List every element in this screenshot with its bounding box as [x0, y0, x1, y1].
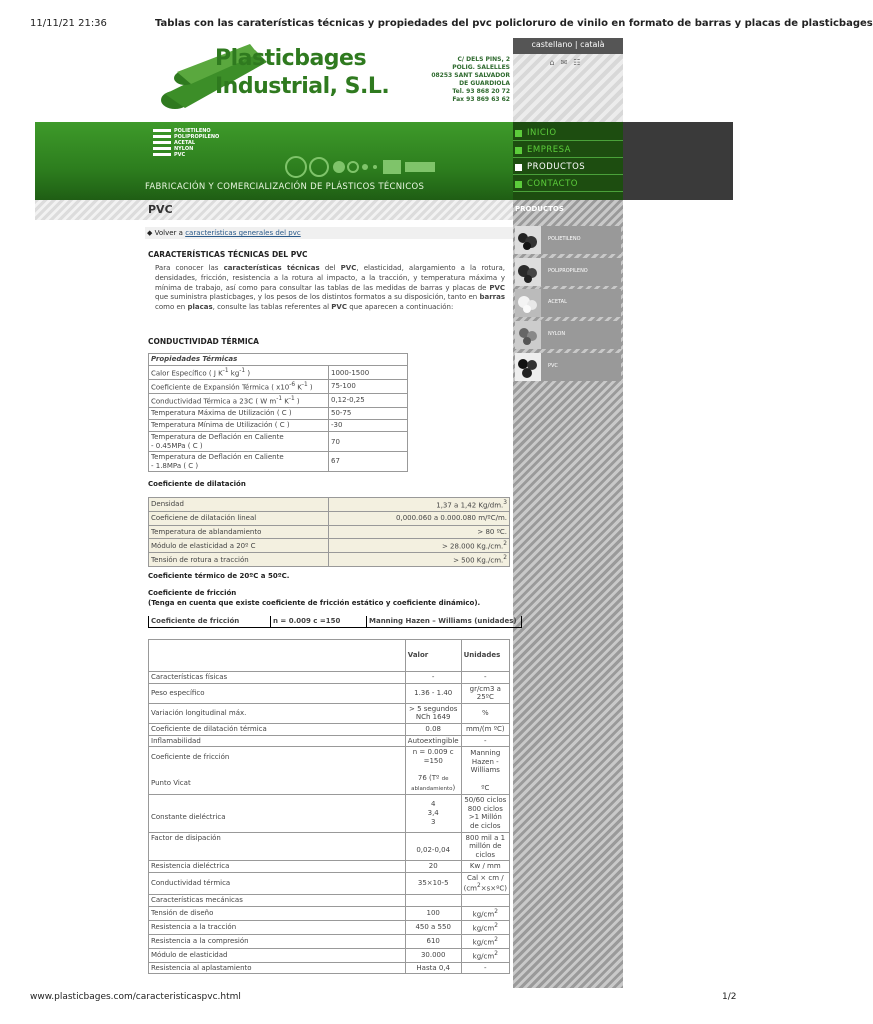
table-cell: Temperatura de Deflación en Caliente - 1.8MPa ( C ): [149, 452, 329, 472]
bullet-icon: ◆: [147, 229, 153, 237]
logo-text-line2: Industrial, S.L.: [215, 74, 390, 99]
table-cell: Coeficiente de fricción: [149, 616, 271, 627]
intro-run: PVC: [331, 303, 347, 312]
main-nav: [513, 122, 623, 200]
table-cell: 0.08: [405, 723, 461, 735]
table-row: [149, 452, 408, 472]
materials-list: [153, 128, 219, 158]
nav-right-filler: [623, 122, 733, 200]
table-header-cell: [149, 640, 406, 672]
table-row: [149, 723, 510, 735]
back-prefix: Volver a: [154, 229, 183, 237]
logo-area: [35, 38, 513, 122]
circles-decoration-icon: [285, 156, 445, 178]
table-cell: $kg/cm^2$: [461, 948, 509, 962]
intro-run: características técnicas: [223, 264, 320, 272]
address-line: C/ DELS PINS, 2: [457, 56, 510, 63]
intro-paragraph: [155, 264, 505, 313]
address-line: Tel. 93 868 20 72: [452, 88, 510, 95]
sidebar-product-pvc[interactable]: PVC: [515, 353, 621, 381]
table-cell: -: [461, 962, 509, 974]
table-cell: n = 0.009 c =150 76 (Tº de ablandamiento): [405, 747, 461, 795]
address-line: Fax 93 869 63 62: [452, 96, 510, 103]
table-cell: Resistencia al aplastamiento: [149, 962, 406, 974]
print-doc-title: Tablas con las caraterísticas técnicas y propiedades del pvc policloruro de vinilo en formato de barras y placas de plasticbages: [155, 18, 873, 29]
table-row: [149, 380, 408, 394]
table-cell: Resistencia dieléctrica: [149, 861, 406, 873]
table-cell: 35×10-5: [405, 872, 461, 895]
language-bar: [513, 38, 623, 122]
table-cell: Temperatura de Deflación en Caliente - 0.45MPa ( C ): [149, 432, 329, 452]
table-cell: Constante dieléctrica: [149, 795, 406, 832]
table-cell: > 500 Kg./cm.$^2$: [329, 553, 510, 567]
table-cell: 1,37 a 1,42 Kg/dm.$^3$: [329, 498, 510, 512]
back-link-bar: [145, 227, 513, 239]
table-cell: 0,12-0,25: [329, 393, 408, 407]
table-header-cell: Unidades: [461, 640, 509, 672]
table-cell: 1.36 - 1.40: [405, 683, 461, 703]
table-cell: 1000-1500: [329, 366, 408, 380]
table-cell: 20: [405, 861, 461, 873]
table-cell: Conductividad Térmica a 23C ( W $m^{-1}$ $K^{-1}$ ): [149, 393, 329, 407]
conductivity-title: CONDUCTIVIDAD TÉRMICA: [148, 337, 259, 346]
intro-run: PVC: [340, 264, 357, 272]
table-cell: Conductividad térmica: [149, 872, 406, 895]
table-row: [149, 432, 408, 452]
sidebar-product-acetal[interactable]: ACETAL: [515, 289, 621, 317]
pellets-dark-icon: [515, 258, 541, 286]
thermal-properties-table: [148, 353, 408, 472]
table-cell: 0,02-0,04: [405, 832, 461, 861]
table-row: [149, 861, 510, 873]
intro-run: como en: [155, 303, 188, 312]
table-cell: Temperatura de ablandamiento: [149, 525, 329, 539]
table-row: [149, 539, 510, 553]
table-cell: Tensión de rotura a tracción: [149, 553, 329, 567]
table-cell: Variación longitudinal máx.: [149, 703, 406, 723]
dilation-table: [148, 497, 510, 567]
main-content: [145, 200, 517, 988]
table-cell: Manning Hazen – Williams (unidades): [367, 616, 522, 627]
table-cell: Coeficiene de dilatación lineal: [149, 511, 329, 525]
sidebar-product-nylon[interactable]: NYLON: [515, 321, 621, 349]
properties-table: [148, 639, 510, 974]
page-title: PVC: [148, 203, 173, 216]
sidebar-product-polietileno[interactable]: POLIETILENO: [515, 226, 621, 254]
table-cell: Características físicas: [149, 672, 406, 684]
table-row: [149, 525, 510, 539]
home-icon[interactable]: ⌂: [549, 58, 561, 67]
table-header-cell: Valor: [405, 640, 461, 672]
table-cell: 800 mil a 1 millón de ciclos: [461, 832, 509, 861]
friction-table: [148, 616, 522, 628]
sidebar-product-polipropileno[interactable]: POLIPROPILENO: [515, 258, 621, 286]
table-row: [149, 419, 408, 431]
table-cell: -: [461, 735, 509, 747]
company-address: [420, 56, 510, 104]
intro-run: , elasticidad, alargamiento a la rotura, densidades, fricción, resistencia a la rotura al impacto, a la tracción, y temperatura máxima y mínima de trabajo, así como para consultar las tablas de las medidas de barras y placas de: [155, 264, 506, 292]
material-item: ACETAL: [153, 140, 219, 146]
material-item: POLIPROPILENO: [153, 134, 219, 140]
pellets-white-icon: [515, 289, 541, 317]
table-cell: Resistencia a la compresión: [149, 934, 406, 948]
table-row: [149, 366, 408, 380]
nav-empresa[interactable]: EMPRESA: [513, 143, 623, 158]
friction-note: (Tenga en cuenta que existe coeficiente de fricción estático y coeficiente dinámico).: [148, 599, 481, 607]
table-cell: -: [405, 672, 461, 684]
print-datetime: 11/11/21 21:36: [30, 18, 107, 29]
table-cell: 450 a 550: [405, 920, 461, 934]
table-row: [149, 832, 510, 861]
table-cell: 50-75: [329, 407, 408, 419]
table-cell: 75-100: [329, 380, 408, 394]
intro-run: que aparecen a continuación:: [346, 303, 454, 312]
thermal-table-header: Propiedades Térmicas: [149, 354, 408, 366]
address-line: POLIG. SALELLES: [452, 64, 510, 71]
table-cell: -30: [329, 419, 408, 431]
table-cell: Cal × cm / $(cm^2\times s\times ºC)$: [461, 872, 509, 895]
utility-icons: [513, 58, 623, 67]
table-row: [149, 703, 510, 723]
table-row: [149, 962, 510, 974]
table-row: [149, 393, 408, 407]
table-cell: 70: [329, 432, 408, 452]
table-cell: [461, 895, 509, 907]
table-row: [149, 747, 510, 795]
table-cell: Coeficiente de dilatación térmica: [149, 723, 406, 735]
table-cell: Calor Específico ( J $K^{-1}$ $kg^{-1}$ ): [149, 366, 329, 380]
table-row: [149, 683, 510, 703]
print-header: [0, 0, 873, 36]
table-cell: 50/60 ciclos 800 ciclos >1 Millón de ciclos: [461, 795, 509, 832]
table-cell: Inflamabilidad: [149, 735, 406, 747]
intro-run: placas: [187, 303, 213, 312]
table-cell: > 28.000 Kg./cm.$^2$: [329, 539, 510, 553]
table-cell: 100: [405, 906, 461, 920]
table-cell: gr/cm3 a 25ºC: [461, 683, 509, 703]
table-cell: Coeficiente de Expansión Térmica ( $x10^{-6}$ $K^{-1}$ ): [149, 380, 329, 394]
print-page-number: 1/2: [722, 992, 737, 1002]
table-cell: Módulo de elasticidad: [149, 948, 406, 962]
friction-title: Coeficiente de fricción: [148, 589, 237, 597]
intro-run: que suministra plasticbages, y los pesos de los distintos formatos a su disposición, tanto en: [155, 293, 480, 302]
products-sidebar: [513, 200, 623, 988]
intro-run: del: [319, 264, 341, 272]
table-cell: $kg/cm^2$: [461, 920, 509, 934]
table-header-row: [149, 640, 510, 672]
table-row: [149, 948, 510, 962]
sitemap-icon[interactable]: ☷: [573, 58, 587, 67]
nav-productos[interactable]: PRODUCTOS: [513, 160, 623, 175]
table-cell: > 80 ºC.: [329, 525, 510, 539]
table-cell: mm/(m ºC): [461, 723, 509, 735]
thermal-coef-title: Coeficiente térmico de 20ºC a 50ºC.: [148, 572, 290, 580]
table-cell: Manning Hazen - Williams ºC: [461, 747, 509, 795]
table-row: [149, 795, 510, 832]
pellets-pvc-icon: [515, 353, 541, 381]
table-row: [149, 498, 510, 512]
table-cell: 610: [405, 934, 461, 948]
table-cell: Coeficiente de fricción Punto Vicat: [149, 747, 406, 795]
green-banner: [35, 122, 513, 200]
table-cell: $kg/cm^2$: [461, 934, 509, 948]
table-cell: n = 0.009 c =150: [271, 616, 367, 627]
table-cell: > 5 segundos NCh 1649: [405, 703, 461, 723]
material-item: POLIETILENO: [153, 128, 219, 134]
table-cell: 67: [329, 452, 408, 472]
table-row: [149, 672, 510, 684]
table-cell: Resistencia a la tracción: [149, 920, 406, 934]
intro-run: barras: [479, 293, 505, 302]
table-cell: Temperatura Máxima de Utilización ( C ): [149, 407, 329, 419]
table-row: [149, 895, 510, 907]
table-cell: Hasta 0,4: [405, 962, 461, 974]
nav-contacto[interactable]: CONTACTO: [513, 177, 623, 192]
intro-run: , consulte las tablas referentes al: [212, 303, 332, 312]
address-line: DE GUARDIOLA: [459, 80, 510, 87]
table-cell: Autoextingible: [405, 735, 461, 747]
table-cell: Características mecánicas: [149, 895, 406, 907]
table-row: [149, 511, 510, 525]
table-cell: %: [461, 703, 509, 723]
table-cell: 30.000: [405, 948, 461, 962]
address-line: 08253 SANT SALVADOR: [431, 72, 510, 79]
table-cell: Temperatura Mínima de Utilización ( C ): [149, 419, 329, 431]
banner-tagline: FABRICACIÓN Y COMERCIALIZACIÓN DE PLÁSTICOS TÉCNICOS: [145, 182, 425, 192]
intro-run: PVC: [489, 283, 505, 292]
pellets-grey-icon: [515, 321, 541, 349]
website-frame: [35, 38, 733, 988]
table-cell: Tensión de diseño: [149, 906, 406, 920]
table-cell: 0,000.060 a 0.000.080 m/ºC/m.: [329, 511, 510, 525]
language-selector[interactable]: castellano | català: [513, 38, 623, 54]
table-cell: Densidad: [149, 498, 329, 512]
nav-inicio[interactable]: INICIO: [513, 126, 623, 141]
table-cell: Módulo de elasticidad a 20º C: [149, 539, 329, 553]
mail-icon[interactable]: ✉: [560, 58, 574, 67]
logo-text-line1: Plasticbages: [215, 46, 367, 71]
dilation-title: Coeficiente de dilatación: [148, 480, 246, 488]
table-cell: 4 3,4 3: [405, 795, 461, 832]
print-url: www.plasticbages.com/caracteristicaspvc.html: [30, 992, 241, 1002]
table-row: [149, 920, 510, 934]
sidebar-title: PRODUCTOS: [515, 205, 564, 213]
section-title: CARACTERÍSTICAS TÉCNICAS DEL PVC: [148, 250, 308, 259]
table-row: [149, 872, 510, 895]
table-cell: Peso específico: [149, 683, 406, 703]
table-cell: -: [461, 672, 509, 684]
header-right-blank: [623, 38, 733, 122]
table-cell: $kg/cm^2$: [461, 906, 509, 920]
table-row: [149, 934, 510, 948]
material-item: NYLON: [153, 146, 219, 152]
table-row: [149, 616, 522, 627]
table-cell: Kw / mm: [461, 861, 509, 873]
table-row: [149, 735, 510, 747]
table-row: [149, 407, 408, 419]
pellets-black-icon: [515, 226, 541, 254]
table-row: [149, 906, 510, 920]
intro-run: Para conocer las: [155, 264, 224, 272]
table-cell: [405, 895, 461, 907]
material-item: PVC: [153, 152, 219, 158]
table-cell: Factor de disipación: [149, 832, 406, 861]
table-row: [149, 553, 510, 567]
back-link[interactable]: características generales del pvc: [185, 229, 301, 237]
